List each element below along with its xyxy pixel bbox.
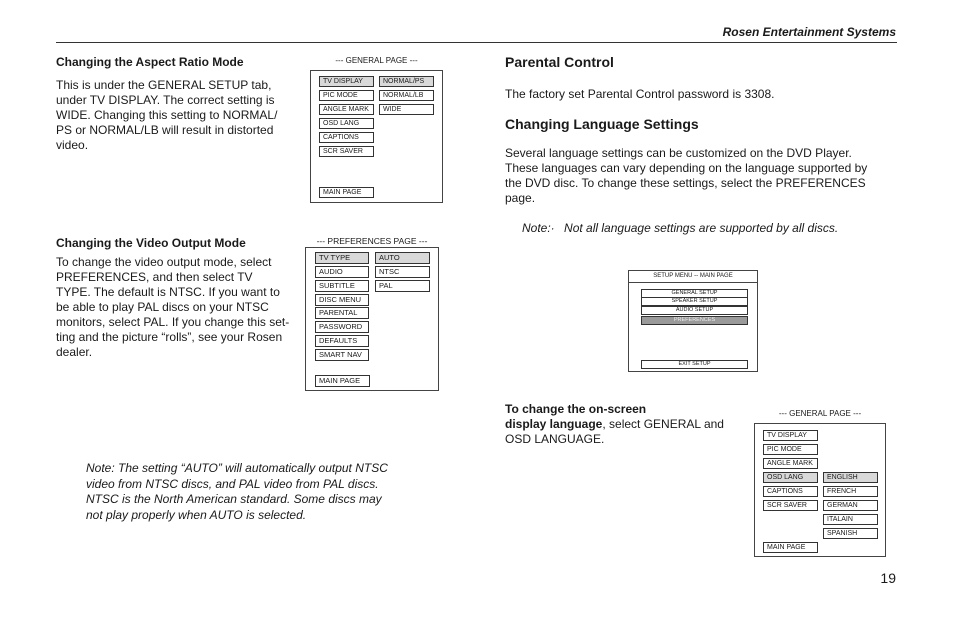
main-page-button[interactable]: MAIN PAGE [315, 375, 370, 387]
language-heading: Changing Language Settings [505, 116, 699, 132]
option-wide[interactable]: WIDE [379, 104, 434, 115]
note-line: Note: The setting “AUTO” will automatically output NTSC [86, 461, 388, 475]
option-pal[interactable]: PAL [375, 280, 430, 292]
language-note [522, 221, 838, 237]
video-line: dealer. [56, 345, 93, 359]
option-ntsc[interactable]: NTSC [375, 266, 430, 278]
osd-heading-line: To change the on-screen [505, 402, 647, 416]
menu-item-audio[interactable]: AUDIO [315, 266, 369, 278]
language-line: the DVD disc. To change these settings, select the PREFERENCES [505, 176, 866, 190]
menu-item-captions[interactable]: CAPTIONS [763, 486, 818, 497]
aspect-heading: Changing the Aspect Ratio Mode [56, 55, 244, 69]
menu-item-scr-saver[interactable]: SCR SAVER [319, 146, 374, 157]
video-line: PREFERENCES, and then select TV [56, 270, 253, 284]
menu-item-pic-mode[interactable]: PIC MODE [319, 90, 374, 101]
header-title: Rosen Entertainment Systems [722, 25, 896, 39]
video-heading: Changing the Video Output Mode [56, 236, 246, 250]
video-line: ting and the picture “rolls”, see your Rosen [56, 330, 283, 344]
language-note-text: Not all language settings are supported by all discs. [564, 221, 839, 235]
osd-line-rest: , select GENERAL and [602, 417, 724, 431]
general-menu-title-2: --- GENERAL PAGE --- [778, 409, 862, 418]
general-menu-frame [310, 70, 443, 203]
note-line: NTSC is the North American standard. Some discs may [86, 492, 382, 506]
option-normal-lb[interactable]: NORMAL/LB [379, 90, 434, 101]
aspect-paragraph [56, 78, 296, 153]
video-line: TYPE. The default is NTSC. If you want to [56, 285, 280, 299]
main-page-button[interactable]: MAIN PAGE [763, 542, 818, 553]
preferences-menu-title: --- PREFERENCES PAGE --- [316, 236, 428, 246]
aspect-line: video. [56, 138, 89, 152]
general-menu-frame-2 [754, 423, 886, 557]
menu-item-tv-type[interactable]: TV TYPE [315, 252, 369, 264]
auto-note [86, 461, 416, 523]
general-menu-title: --- GENERAL PAGE --- [335, 56, 418, 65]
osd-line: OSD LANGUAGE. [505, 432, 605, 446]
aspect-line: PS or NORMAL/LB will result in distorted [56, 123, 274, 137]
option-french[interactable]: FRENCH [823, 486, 878, 497]
main-page-button[interactable]: MAIN PAGE [319, 187, 374, 198]
menu-item-angle-mark[interactable]: ANGLE MARK [763, 458, 818, 469]
osd-paragraph [505, 402, 745, 447]
menu-item-subtitle[interactable]: SUBTITLE [315, 280, 369, 292]
option-auto[interactable]: AUTO [375, 252, 430, 264]
setup-menu-screen [628, 270, 758, 372]
video-paragraph [56, 255, 301, 360]
language-line: These languages can vary depending on the language supported by [505, 161, 868, 175]
option-german[interactable]: GERMAN [823, 500, 878, 511]
aspect-line: under TV DISPLAY. The correct setting is [56, 93, 275, 107]
option-normal-ps[interactable]: NORMAL/PS [379, 76, 434, 87]
menu-item-tv-display[interactable]: TV DISPLAY [319, 76, 374, 87]
menu-item-angle-mark[interactable]: ANGLE MARK [319, 104, 374, 115]
parental-heading: Parental Control [505, 54, 614, 70]
menu-item-password[interactable]: PASSWORD [315, 321, 369, 333]
option-spanish[interactable]: SPANISH [823, 528, 878, 539]
exit-setup-button[interactable]: EXIT SETUP [641, 360, 748, 369]
menu-item-captions[interactable]: CAPTIONS [319, 132, 374, 143]
setup-item-speaker[interactable]: SPEAKER SETUP [641, 297, 748, 306]
menu-item-defaults[interactable]: DEFAULTS [315, 335, 369, 347]
menu-item-smart-nav[interactable]: SMART NAV [315, 349, 369, 361]
menu-item-scr-saver[interactable]: SCR SAVER [763, 500, 818, 511]
option-italian[interactable]: ITALAIN [823, 514, 878, 525]
menu-item-osd-lang[interactable]: OSD LANG [319, 118, 374, 129]
preferences-menu-frame [305, 247, 439, 391]
language-paragraph [505, 146, 895, 206]
setup-item-general[interactable]: GENERAL SETUP [641, 289, 748, 298]
video-line: be able to play PAL discs on your NTSC [56, 300, 269, 314]
page-number: 19 [880, 570, 896, 586]
language-line: page. [505, 191, 536, 205]
setup-menu-title: SETUP MENU -- MAIN PAGE [629, 271, 757, 283]
aspect-line: This is under the GENERAL SETUP tab, [56, 78, 272, 92]
menu-item-disc-menu[interactable]: DISC MENU [315, 294, 369, 306]
header-rule [56, 42, 897, 43]
menu-item-osd-lang[interactable]: OSD LANG [763, 472, 818, 483]
language-line: Several language settings can be customized on the DVD Player. [505, 146, 852, 160]
note-line: not play properly when AUTO is selected. [86, 507, 307, 522]
video-line: To change the video output mode, select [56, 255, 272, 269]
language-note-label: Note:· [522, 221, 555, 235]
note-line: video from NTSC discs, and PAL video from PAL discs. [86, 476, 379, 491]
setup-item-preferences[interactable]: PREFERENCES [641, 316, 748, 325]
osd-heading-bold: display language [505, 417, 603, 431]
menu-item-tv-display[interactable]: TV DISPLAY [763, 430, 818, 441]
video-line: monitors, select PAL. If you change this set- [56, 315, 290, 329]
setup-item-audio[interactable]: AUDIO SETUP [641, 306, 748, 315]
option-english[interactable]: ENGLISH [823, 472, 878, 483]
parental-text: The factory set Parental Control password is 3308. [505, 87, 775, 101]
menu-item-pic-mode[interactable]: PIC MODE [763, 444, 818, 455]
menu-item-parental[interactable]: PARENTAL [315, 307, 369, 319]
aspect-line: WIDE. Changing this setting to NORMAL/ [56, 108, 278, 122]
